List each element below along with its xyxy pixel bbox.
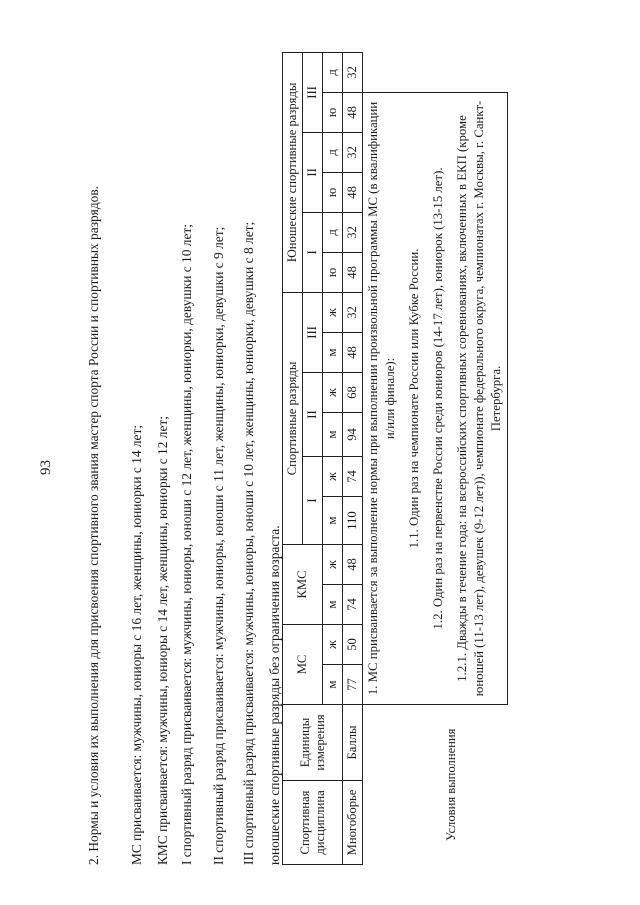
- table-row: [343, 52, 363, 864]
- condition-item: 1.2. Один раз на первенстве России среди юниоров (14-17 лет), юниорок (13-15 лет).: [431, 167, 445, 630]
- header-sport-ranks: Спортивные разряды: [283, 292, 303, 544]
- value-youth3-girl: 32: [343, 52, 363, 92]
- conditions-text: [363, 92, 508, 704]
- header-gender-girl: д: [323, 132, 343, 172]
- row-units: Баллы: [343, 705, 363, 781]
- value-ms-female: 50: [343, 624, 363, 664]
- condition-item: 1. МС присваивается за выполнение нормы при выполнении произвольной программы МС (в квалификации и/или финале):: [366, 101, 397, 696]
- header-sport-rank-1: I: [303, 456, 323, 544]
- header-sport-rank-2: II: [303, 372, 323, 456]
- header-gender-boy: ю: [323, 172, 343, 212]
- header-gender-male: м: [323, 665, 343, 705]
- section-heading: 2. Нормы и условия их выполнения для присвоения спортивного звания мастер спорта России и спортивных разрядов.: [86, 185, 101, 865]
- conditions-label: Условия выполнения: [363, 705, 508, 865]
- header-discipline: Спортивная дисциплина: [283, 781, 343, 865]
- row-discipline: Многоборье: [343, 781, 363, 865]
- value-youth3-boy: 48: [343, 92, 363, 132]
- value-youth1-girl: 32: [343, 212, 363, 252]
- header-units: Единицы измерения: [283, 705, 343, 781]
- header-gender-female: ж: [323, 456, 343, 496]
- header-sport-rank-3: III: [303, 292, 323, 372]
- header-gender-male: м: [323, 332, 343, 372]
- rank-1-assignment-text: I спортивный разряд присваивается: мужчины, юниоры, юноши с 12 лет, женщины, юниорки, девушки с 10 лет;: [179, 224, 194, 865]
- value-rank3-male: 48: [343, 332, 363, 372]
- rank-3-assignment-text: III спортивный разряд присваивается: мужчины, юниоры, юноши с 10 лет, женщины, юниорки, девушки с 8 лет;: [241, 221, 256, 865]
- header-ms: МС: [283, 624, 323, 704]
- kms-assignment-text: КМС присваивается: мужчины, юниоры с 14 лет, женщины, юниорки с 12 лет;: [155, 416, 170, 865]
- header-gender-girl: д: [323, 52, 343, 92]
- value-rank3-female: 32: [343, 292, 363, 332]
- header-youth-rank-2: II: [303, 132, 323, 212]
- page-number: 93: [38, 460, 54, 475]
- value-youth2-boy: 48: [343, 172, 363, 212]
- value-kms-female: 48: [343, 544, 363, 584]
- value-kms-male: 74: [343, 584, 363, 624]
- header-gender-boy: ю: [323, 92, 343, 132]
- header-gender-female: ж: [323, 292, 343, 332]
- value-ms-male: 77: [343, 665, 363, 705]
- value-rank2-male: 94: [343, 412, 363, 456]
- norms-table: [282, 52, 508, 865]
- rank-2-assignment-text: II спортивный разряд присваивается: мужчины, юниоры, юноши с 11 лет, женщины, юниорки, девушки с 9 лет;: [211, 226, 226, 865]
- value-youth1-boy: 48: [343, 252, 363, 292]
- header-gender-male: м: [323, 496, 343, 544]
- header-gender-boy: ю: [323, 252, 343, 292]
- header-gender-female: ж: [323, 544, 343, 584]
- empty-cell: [363, 52, 508, 92]
- header-youth-rank-3: III: [303, 52, 323, 132]
- youth-ranks-note: юношеские спортивные разряды без ограничения возраста.: [267, 525, 282, 865]
- header-gender-girl: д: [323, 212, 343, 252]
- header-youth-ranks: Юношеские спортивные разряды: [283, 52, 303, 292]
- header-gender-male: м: [323, 412, 343, 456]
- header-gender-female: ж: [323, 624, 343, 664]
- condition-item: 1.2.1. Дважды в течение года: на всероссийских спортивных соревнованиях, включенных в ЕКП (кроме юношей (11-13 лет), девушек (9-12 лет)), чемпионате федерального округа, чемпионатах г. Москвы, г. Санкт-Петербурга.: [455, 100, 503, 697]
- header-youth-rank-1: I: [303, 212, 323, 292]
- header-gender-male: м: [323, 584, 343, 624]
- header-gender-female: ж: [323, 372, 343, 412]
- ms-assignment-text: МС присваивается: мужчины, юниоры с 16 лет, женщины, юниорки с 14 лет;: [129, 424, 144, 865]
- value-rank1-female: 74: [343, 456, 363, 496]
- condition-item: 1.1. Один раз на чемпионате России или Кубке России.: [407, 248, 421, 549]
- header-kms: КМС: [283, 544, 323, 624]
- value-rank2-female: 68: [343, 372, 363, 412]
- value-youth2-girl: 32: [343, 132, 363, 172]
- value-rank1-male: 110: [343, 496, 363, 544]
